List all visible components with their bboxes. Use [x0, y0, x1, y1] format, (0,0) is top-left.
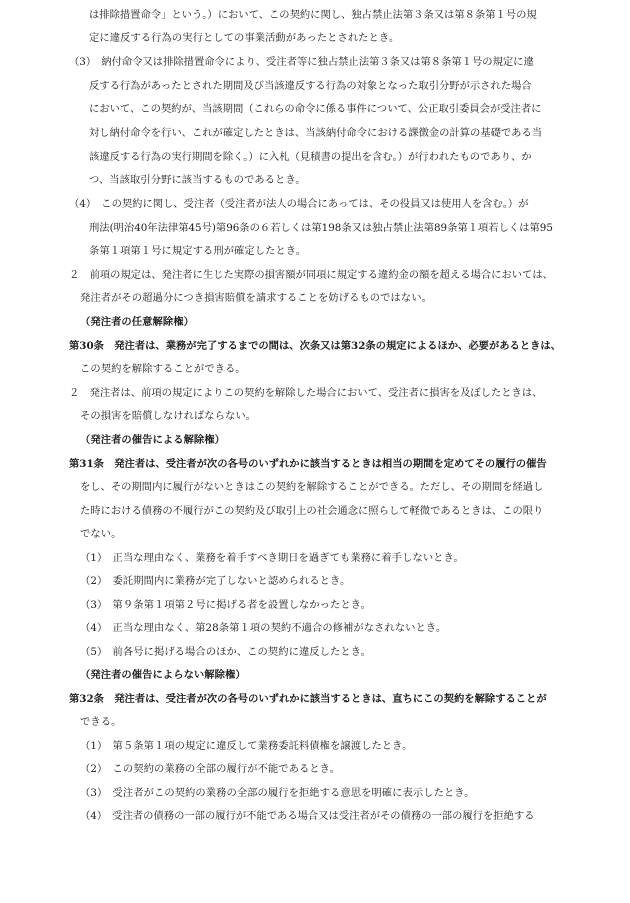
text-line: 定に違反する行為の実行としての事業活動があったとされたとき。 [89, 32, 400, 44]
text-line: 対し納付命令を行い、これが確定したときは、当該納付命令における課徴金の計算の基礎である当 [89, 127, 543, 139]
text-line: （3） 納付命令又は排除措置命令により、受注者等に独占禁止法第３条又は第８条第１号の規定に違 [69, 56, 534, 68]
list-item: （2） 委託期間内に業務が完了しないと認められるとき。 [80, 575, 351, 587]
text-line: でない。 [80, 528, 122, 540]
text-line: ２ 発注者は、前項の規定によりこの契約を解除した場合において、受注者に損害を及ぼしたときは、 [69, 387, 543, 399]
section-heading: （発注者の任意解除権） [80, 316, 194, 328]
text-line: をし、その期間内に履行がないときはこの契約を解除することができる。ただし、その期間を経過し [80, 481, 544, 493]
text-line: た時における債務の不履行がこの契約及び取引上の社会通念に照らして軽微であるときは、この限り [80, 505, 544, 517]
text-line: において、この契約が、当該期間（これらの命令に係る事件について、公正取引委員会が受注者に [89, 103, 542, 115]
text-line: この契約を解除することができる。 [80, 363, 246, 375]
list-item: （5） 前各号に掲げる場合のほか、この契約に違反したとき。 [80, 646, 372, 658]
text-line: 条第１項第１号に規定する刑が確定したとき。 [89, 245, 307, 257]
text-line: つ、当該取引分野に該当するものであるとき。 [89, 174, 306, 186]
text-line: 発注者がその超過分につき損害賠償を請求することを妨げるものではない。 [80, 292, 432, 304]
text-line: ２ 前項の規定は、発注者に生じた実際の損害額が同項に規定する違約金の額を超える場合においては、 [69, 269, 553, 281]
list-item: （1） 第５条第１項の規定に違反して業務委託料債権を譲渡したとき。 [80, 740, 413, 752]
text-line: 刑法(明治40年法律第45号)第96条の６若しくは第198条又は独占禁止法第89条第１項若しくは第95 [89, 222, 553, 234]
text-line: 反する行為があったとされた期間及び当該違反する行為の対象となった取引分野が示された場合 [89, 80, 532, 92]
text-line: できる。 [80, 716, 122, 728]
section-heading: （発注者の催告によらない解除権） [80, 669, 246, 681]
list-item: （3） 受注者がこの契約の業務の全部の履行を拒絶する意思を明確に表示したとき。 [80, 787, 475, 799]
text-line: は排除措置命令」という。）において、この契約に関し、独占禁止法第３条又は第８条第１号の規 [89, 9, 537, 21]
section-heading: （発注者の催告による解除権） [80, 434, 225, 446]
list-item: （4） 正当な理由なく、第28条第１項の契約不適合の修補がなされないとき。 [80, 622, 447, 634]
list-item: （4） 受注者の債務の一部の履行が不能である場合又は受注者がその債務の一部の履行を拒絶する [80, 810, 535, 822]
article-30: 第30条 発注者は、業務が完了するまでの間は、次条又は第32条の規定によるほか、必要があるときは、 [69, 340, 562, 352]
text-line: 該違反する行為の実行期間を除く。）に入札（見積書の提出を含む。）が行われたものであり、か [89, 151, 532, 163]
list-item: （3） 第９条第１項第２号に掲げる者を設置しなかったとき。 [80, 599, 372, 611]
text-line: （4） この契約に関し、受注者（受注者が法人の場合にあっては、その役員又は使用人を含む。）が [69, 198, 529, 210]
article-32: 第32条 発注者は、受注者が次の各号のいずれかに該当するときは、直ちにこの契約を解除することが [69, 693, 547, 705]
list-item: （1） 正当な理由なく、業務を着手すべき期日を過ぎても業務に着手しないとき。 [80, 552, 464, 564]
article-31: 第31条 発注者は、受注者が次の各号のいずれかに該当するときは相当の期間を定めてその履行の催告 [69, 458, 547, 470]
text-line: その損害を賠償しなければならない。 [80, 410, 257, 422]
list-item: （2） この契約の業務の全部の履行が不能であるとき。 [80, 763, 340, 775]
